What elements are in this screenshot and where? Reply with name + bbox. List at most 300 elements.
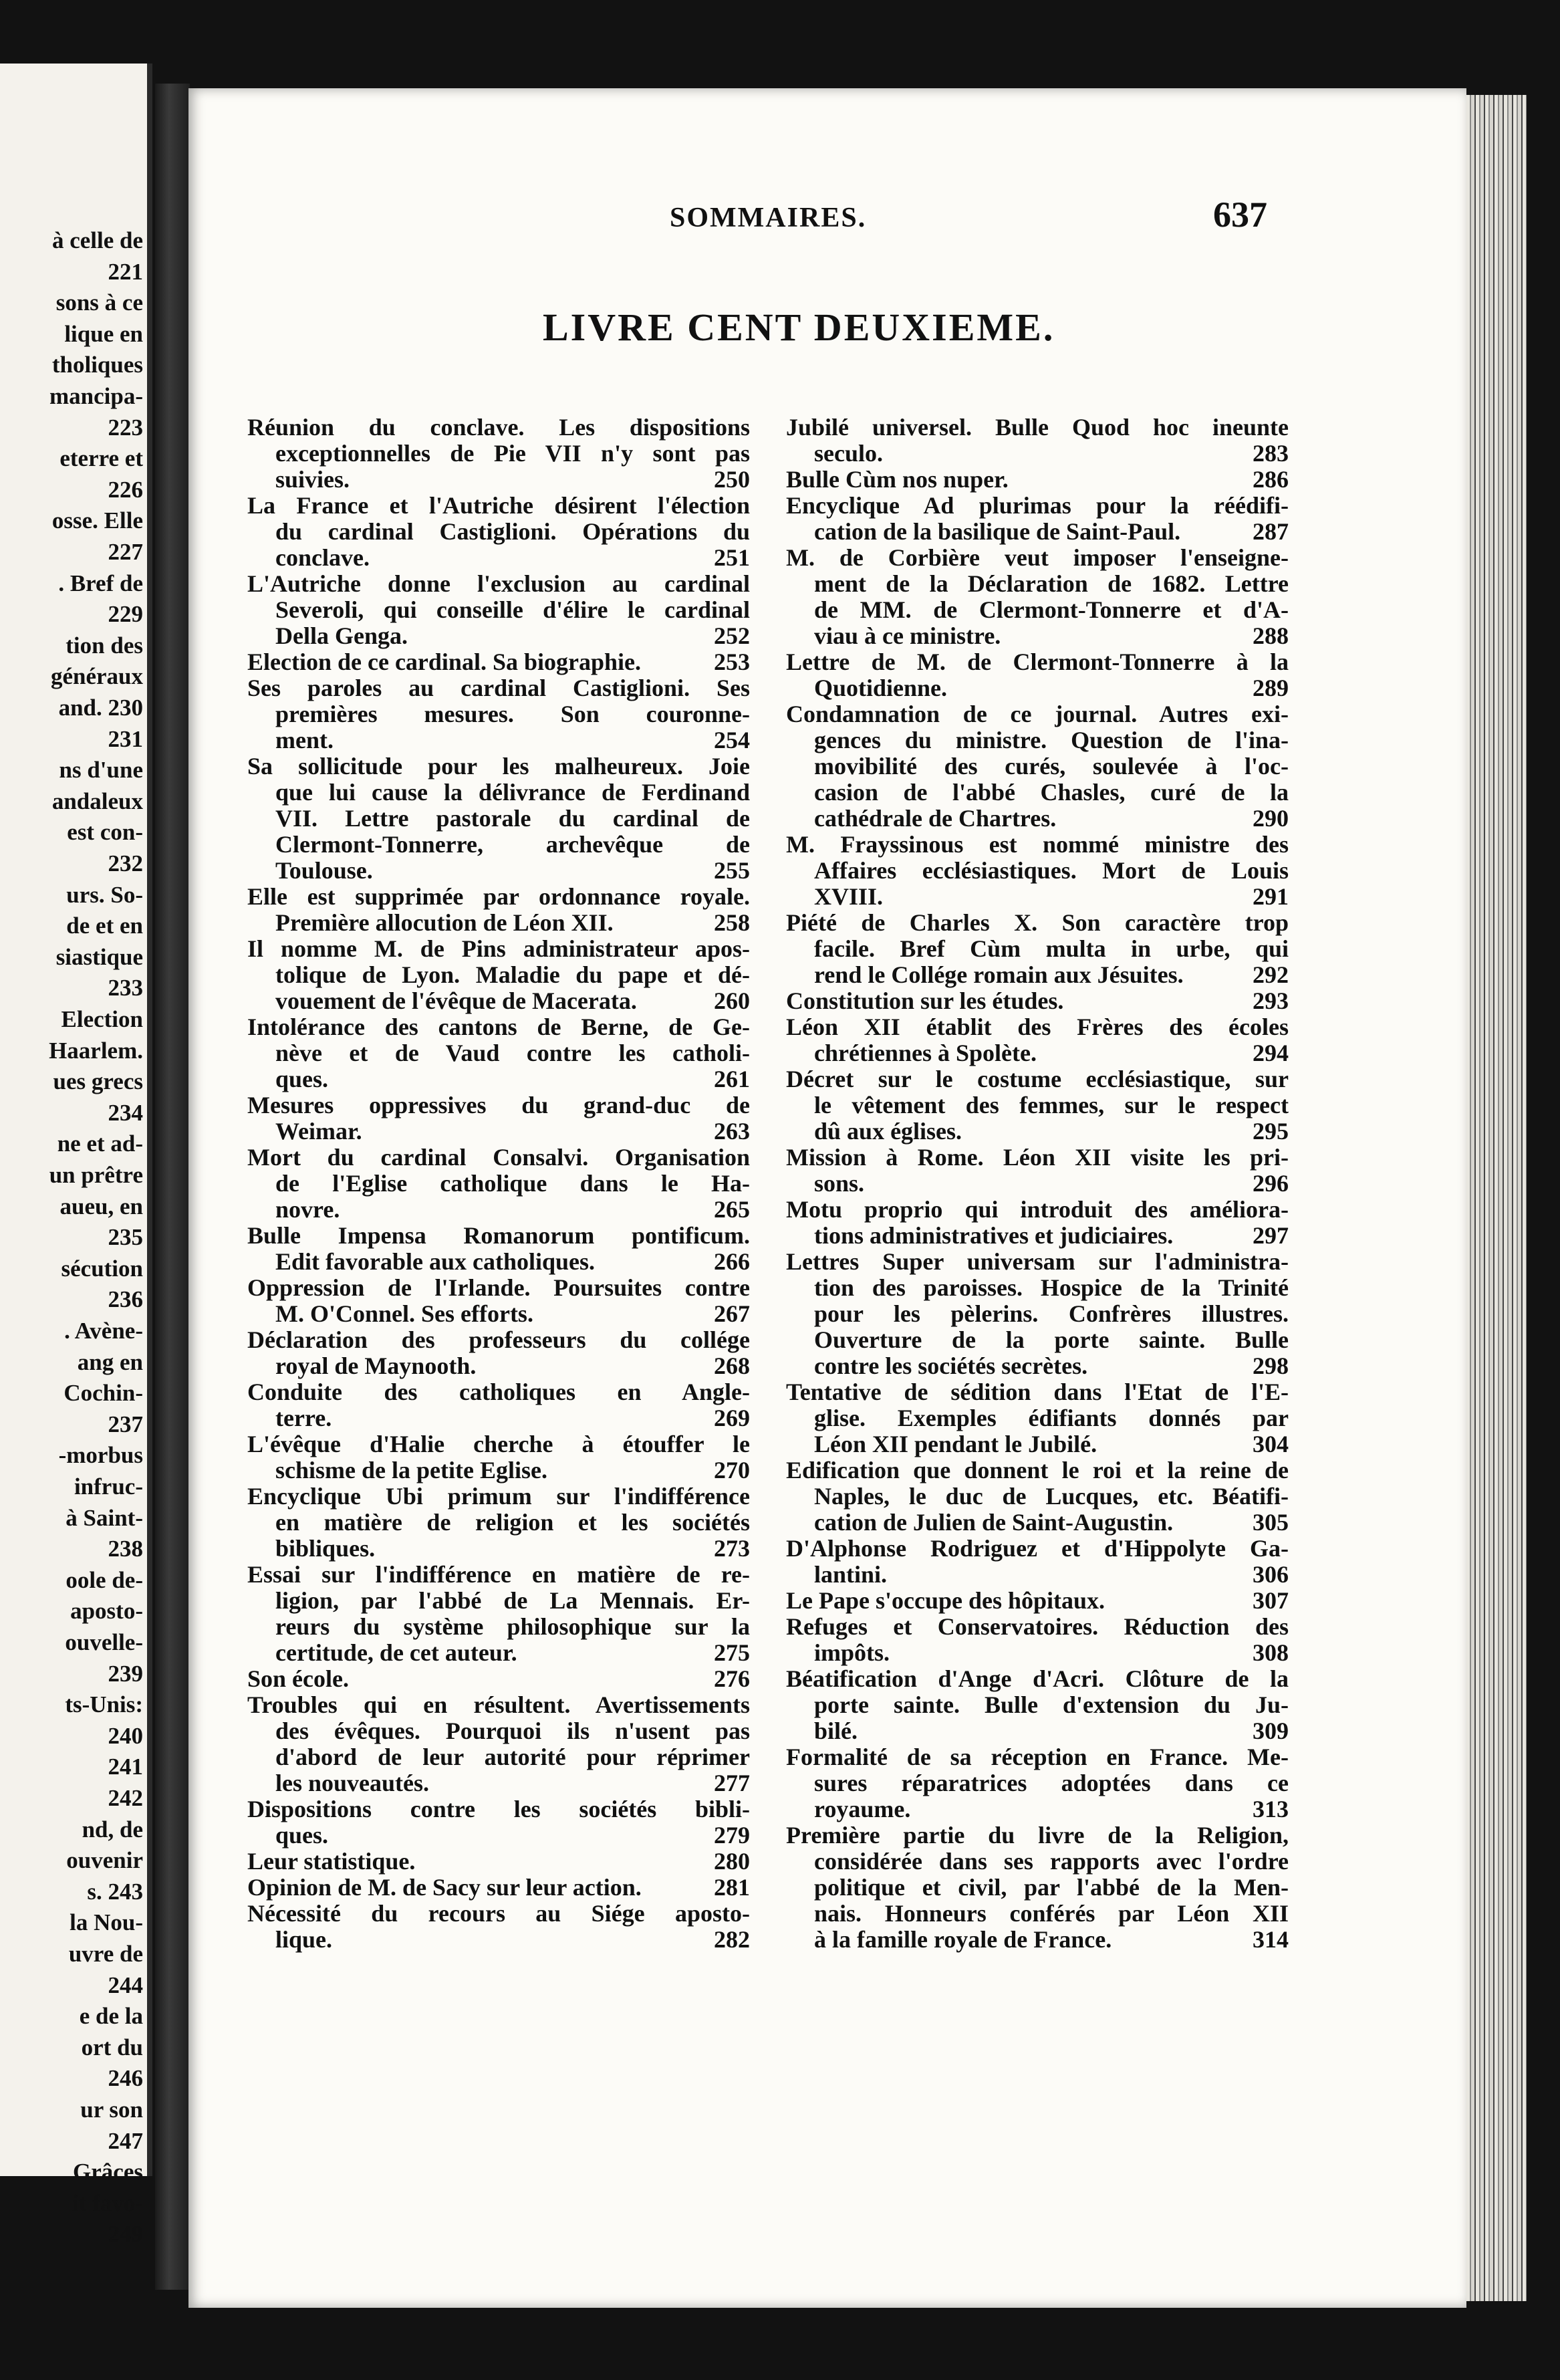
entry-text-line: schisme de la petite Eglise. (275, 1457, 547, 1483)
entry-text-line: Edit favorable aux catholiques. (275, 1248, 596, 1275)
summary-entry (786, 1066, 1289, 1145)
entry-final-line (247, 467, 750, 493)
entry-final-line (786, 1353, 1289, 1379)
entry-final-line (786, 1118, 1289, 1145)
entry-page-reference: 289 (1253, 675, 1289, 701)
facing-page-text-fragment: 235 (108, 1224, 143, 1251)
entry-final-line (247, 1640, 750, 1666)
entry-page-reference: 305 (1253, 1509, 1289, 1536)
summary-entry (247, 1849, 750, 1875)
entry-text-line: Lettres Super universam sur l'administra- (786, 1248, 1289, 1275)
entry-text-line: Condamnation de ce journal. Autres exi- (786, 701, 1289, 727)
summary-entry (786, 545, 1289, 649)
entry-page-reference: 314 (1253, 1926, 1289, 1953)
entry-text-line: ques. (275, 1822, 329, 1849)
facing-page-text-fragment: 221 (108, 258, 143, 285)
entry-page-reference: 266 (714, 1248, 750, 1275)
entry-text-line: Première partie du livre de la Religion, (786, 1822, 1289, 1849)
facing-page-text-fragment: 223 (108, 414, 143, 441)
summary-entry (786, 1014, 1289, 1066)
entry-text-line: Opinion de M. de Sacy sur leur action. (247, 1874, 642, 1901)
facing-page-text-fragment: de et en (66, 913, 143, 939)
entry-text-line: Réunion du conclave. Les dispositions (247, 414, 750, 441)
entry-text-line: Léon XII établit des Frères des écoles (786, 1014, 1289, 1040)
summary-column-left (247, 414, 750, 1953)
entry-text-line: premières mesures. Son couronne- (275, 701, 750, 727)
facing-page-text-fragment: oole de- (66, 1566, 143, 1593)
summary-entry (786, 910, 1289, 988)
facing-page-text-fragment: ns d'une (59, 757, 143, 784)
facing-page-text-fragment: la Nou- (70, 1909, 143, 1936)
facing-page-text-fragment: 241 (108, 1754, 143, 1780)
facing-page-text-fragment: . Bref de (58, 570, 143, 596)
entry-text-line: Déclaration des professeurs du collége (247, 1326, 750, 1353)
entry-text-line: Refuges et Conservatoires. Réduction des (786, 1613, 1289, 1640)
facing-page-fragment (0, 64, 152, 2248)
entry-text-line: XVIII. (814, 883, 884, 910)
entry-text-line: Della Genga. (275, 622, 408, 649)
facing-page-text-fragment: ort du (81, 2034, 143, 2060)
facing-page-text-fragment: un prêtre (49, 1162, 143, 1188)
entry-page-reference: 308 (1253, 1639, 1289, 1666)
facing-page-text-fragment: it favo- (72, 2189, 143, 2216)
entry-page-reference: 292 (1253, 961, 1289, 988)
entry-final-line (786, 623, 1289, 649)
entry-page-reference: 279 (714, 1822, 750, 1849)
facing-page-text-fragment: mancipa- (49, 383, 143, 409)
entry-page-reference: 283 (1253, 440, 1289, 467)
entry-text-line: vouement de l'évêque de Macerata. (275, 987, 637, 1014)
entry-text-line: royal de Maynooth. (275, 1352, 477, 1379)
entry-page-reference: 307 (1253, 1587, 1289, 1614)
entry-page-reference: 250 (714, 466, 750, 493)
entry-text-line: chrétiennes à Spolète. (814, 1040, 1037, 1066)
summary-entry (786, 1379, 1289, 1457)
entry-text-line: Severoli, qui conseille d'élire le cardinal (275, 596, 750, 623)
facing-page-text-fragment: eterre et (59, 445, 143, 472)
book-binding (155, 84, 190, 2290)
summary-entry (786, 1457, 1289, 1536)
facing-page-text-fragment: aposto- (70, 1598, 143, 1625)
entry-final-line (247, 1666, 750, 1692)
facing-page-text-fragment: tion des (66, 632, 143, 659)
entry-page-reference: 295 (1253, 1118, 1289, 1145)
entry-text-line: cathédrale de Chartres. (814, 805, 1057, 832)
facing-page-text-fragment: 236 (108, 1286, 143, 1313)
entry-text-line: de l'Eglise catholique dans le Ha- (275, 1170, 750, 1197)
entry-final-line (786, 988, 1289, 1014)
entry-page-reference: 252 (714, 622, 750, 649)
entry-text-line: cation de la basilique de Saint-Paul. (814, 518, 1181, 545)
entry-text-line: Essai sur l'indifférence en matière de re- (247, 1561, 750, 1588)
entry-final-line (247, 1066, 750, 1092)
entry-text-line: bibliques. (275, 1535, 376, 1562)
entry-text-line: impôts. (814, 1639, 890, 1666)
facing-page-text-fragment: 237 (108, 1411, 143, 1437)
facing-page-text-fragment: 242 (108, 1785, 143, 1811)
summary-entry (786, 1614, 1289, 1666)
entry-text-line: Mesures oppressives du grand-duc de (247, 1092, 750, 1118)
facing-page-text-fragment: 240 (108, 1722, 143, 1749)
entry-text-line: Clermont-Tonnerre, archevêque de (275, 831, 750, 858)
entry-text-line: Encyclique Ad plurimas pour la réédifi- (786, 492, 1289, 519)
entry-text-line: porte sainte. Bulle d'extension du Ju- (814, 1691, 1289, 1718)
entry-final-line (786, 441, 1289, 467)
facing-page-text-fragment: à Saint- (66, 1504, 143, 1531)
summary-entry (786, 1822, 1289, 1953)
entry-text-line: Naples, le duc de Lucques, etc. Béatifi- (814, 1483, 1289, 1510)
entry-page-reference: 270 (714, 1457, 750, 1483)
entry-text-line: Encyclique Ubi primum sur l'indifférence (247, 1483, 750, 1510)
summary-entry (247, 1431, 750, 1483)
entry-text-line: Formalité de sa réception en France. Me- (786, 1744, 1289, 1770)
summary-entry (786, 1145, 1289, 1197)
facing-page-text-fragment: est con- (67, 819, 143, 846)
entry-text-line: M. O'Connel. Ses efforts. (275, 1300, 533, 1327)
summary-entry (247, 753, 750, 884)
summary-column-right (786, 414, 1289, 1953)
entry-text-line: Elle est supprimée par ordonnance royale. (247, 883, 750, 910)
summary-entry (247, 1092, 750, 1145)
facing-page-text-fragment: andaleux (51, 788, 143, 814)
summary-entry (786, 988, 1289, 1014)
entry-final-line (786, 962, 1289, 988)
entry-text-line: Le Pape s'occupe des hôpitaux. (786, 1587, 1106, 1614)
facing-page-text-fragment: s. 243 (87, 1878, 143, 1905)
entry-page-reference: 293 (1253, 987, 1289, 1014)
entry-final-line (247, 727, 750, 753)
entry-page-reference: 267 (714, 1300, 750, 1327)
summary-entry (247, 1223, 750, 1275)
entry-final-line (247, 649, 750, 675)
entry-text-line: que lui cause la délivrance de Ferdinand (275, 779, 750, 806)
entry-final-line (247, 623, 750, 649)
entry-page-reference: 258 (714, 909, 750, 936)
facing-page-text-fragment: urs. So- (66, 881, 143, 908)
entry-final-line (786, 675, 1289, 701)
entry-page-reference: 269 (714, 1405, 750, 1431)
entry-page-reference: 251 (714, 544, 750, 571)
entry-text-line: Bulle Cùm nos nuper. (786, 466, 1009, 493)
facing-page-text-fragment: lique en (64, 320, 143, 347)
book-title: LIVRE CENT DEUXIEME. (543, 306, 1055, 349)
entry-page-reference: 255 (714, 857, 750, 884)
entry-final-line (786, 1431, 1289, 1457)
entry-page-reference: 286 (1253, 466, 1289, 493)
entry-text-line: sons. (814, 1170, 865, 1197)
entry-text-line: dû aux églises. (814, 1118, 962, 1145)
facing-page-text-fragment: sécution (61, 1255, 143, 1282)
facing-page-text-fragment: ues grecs (53, 1068, 143, 1095)
entry-text-line: facile. Bref Cùm multa in urbe, qui (814, 935, 1289, 962)
entry-page-reference: 304 (1253, 1431, 1289, 1457)
facing-page-text-fragment: and. 230 (58, 695, 143, 721)
summary-entry (247, 1901, 750, 1953)
entry-text-line: Décret sur le costume ecclésiastique, sur (786, 1066, 1289, 1092)
facing-page-text-fragment: 233 (108, 975, 143, 1001)
entry-text-line: le vêtement des femmes, sur le respect (814, 1092, 1289, 1118)
facing-page-text-fragment: 247 (108, 2127, 143, 2154)
summary-entry (247, 1014, 750, 1092)
facing-page-text-fragment: ne et ad- (57, 1130, 143, 1157)
entry-page-reference: 309 (1253, 1717, 1289, 1744)
running-head: SOMMAIRES. (670, 203, 867, 233)
entry-text-line: politique et civil, par l'abbé de la Men- (814, 1874, 1289, 1901)
facing-page-text-fragment: 249 (108, 2221, 143, 2248)
entry-final-line (786, 1171, 1289, 1197)
entry-text-line: seculo. (814, 440, 883, 467)
entry-final-line (247, 1197, 750, 1223)
facing-page-text-fragment: infruc- (74, 1473, 143, 1500)
entry-text-line: tion des paroisses. Hospice de la Trinité (814, 1274, 1289, 1301)
summary-entry (247, 571, 750, 649)
facing-page-text-fragment: Election (61, 1006, 143, 1032)
facing-page-text-fragment: 232 (108, 850, 143, 876)
facing-page-text-fragment: 234 (108, 1099, 143, 1126)
entry-page-reference: 254 (714, 727, 750, 753)
summary-entry (247, 493, 750, 571)
facing-page-text-fragment: à celle de (51, 227, 143, 253)
facing-page-text-fragment: tholiques (51, 352, 143, 378)
entry-text-line: Tentative de sédition dans l'Etat de l'E- (786, 1379, 1289, 1405)
entry-text-line: Affaires ecclésiastiques. Mort de Louis (814, 857, 1289, 884)
entry-page-reference: 253 (714, 648, 750, 675)
entry-text-line: de MM. de Clermont-Tonnerre et d'A- (814, 596, 1289, 623)
entry-final-line (247, 1118, 750, 1145)
entry-text-line: d'abord de leur autorité pour réprimer (275, 1744, 750, 1770)
summary-entry (786, 1666, 1289, 1744)
summary-entry (247, 1796, 750, 1849)
summary-entry (247, 1692, 750, 1796)
entry-text-line: Ouverture de la porte sainte. Bulle (814, 1326, 1289, 1353)
entry-text-line: nais. Honneurs conférés par Léon XII (814, 1900, 1289, 1927)
entry-text-line: tions administratives et judiciaires. (814, 1222, 1174, 1249)
facing-page-text-fragment: aueu, en (59, 1193, 143, 1219)
entry-text-line: certitude, de cet auteur. (275, 1639, 517, 1666)
summary-entry (786, 649, 1289, 701)
entry-text-line: Jubilé universel. Bulle Quod hoc ineunte (786, 414, 1289, 441)
facing-page-text-fragment: Haarlem. (49, 1037, 143, 1064)
facing-page-text-fragment: ur son (80, 2097, 143, 2123)
entry-final-line (786, 467, 1289, 493)
entry-text-line: novre. (275, 1196, 340, 1223)
entry-text-line: du cardinal Castiglioni. Opérations du (275, 518, 750, 545)
facing-page-text-fragment: sons à ce (55, 289, 143, 316)
entry-page-reference: 287 (1253, 518, 1289, 545)
entry-page-reference: 261 (714, 1066, 750, 1092)
summary-entry (786, 701, 1289, 832)
summary-entry (247, 1562, 750, 1666)
entry-text-line: les nouveautés. (275, 1770, 430, 1796)
entry-text-line: Léon XII pendant le Jubilé. (814, 1431, 1097, 1457)
entry-text-line: casion de l'abbé Chasles, curé de la (814, 779, 1289, 806)
entry-text-line: gences du ministre. Question de l'ina- (814, 727, 1289, 753)
entry-final-line (786, 806, 1289, 832)
summary-entry (247, 936, 750, 1014)
facing-page-text-fragment: siastique (55, 943, 143, 970)
summary-entry (247, 1666, 750, 1692)
facing-page-text-fragment: uvre de (68, 1941, 143, 1967)
entry-text-line: bilé. (814, 1717, 858, 1744)
entry-final-line (247, 545, 750, 571)
entry-text-line: Lettre de M. de Clermont-Tonnerre à la (786, 648, 1289, 675)
entry-final-line (786, 1510, 1289, 1536)
entry-page-reference: 263 (714, 1118, 750, 1145)
entry-text-line: suivies. (275, 466, 350, 493)
entry-text-line: tolique de Lyon. Maladie du pape et dé- (275, 961, 750, 988)
page-edges (1466, 95, 1527, 2301)
entry-page-reference: 260 (714, 987, 750, 1014)
entry-page-reference: 277 (714, 1770, 750, 1796)
entry-final-line (247, 1405, 750, 1431)
entry-final-line (786, 519, 1289, 545)
facing-page-text-fragment: -morbus (58, 1442, 143, 1469)
summary-entry (247, 414, 750, 493)
summary-entry (247, 1483, 750, 1562)
facing-page-text-fragment: osse. Elle (51, 507, 143, 534)
summary-entry (247, 1379, 750, 1431)
entry-text-line: M. Frayssinous est nommé ministre des (786, 831, 1289, 858)
entry-page-reference: 290 (1253, 805, 1289, 832)
entry-final-line (786, 1796, 1289, 1822)
summary-entry (786, 1197, 1289, 1249)
entry-text-line: L'évêque d'Halie cherche à étouffer le (247, 1431, 750, 1457)
entry-text-line: Nécessité du recours au Siége aposto- (247, 1900, 750, 1927)
entry-text-line: movibilité des curés, soulevée à l'oc- (814, 753, 1289, 780)
page-number: 637 (1213, 195, 1267, 235)
entry-text-line: Piété de Charles X. Son caractère trop (786, 909, 1289, 936)
entry-text-line: ment. (275, 727, 334, 753)
entry-final-line (247, 910, 750, 936)
facing-page-text-fragment: 226 (108, 476, 143, 503)
entry-page-reference: 296 (1253, 1170, 1289, 1197)
entry-text-line: Il nomme M. de Pins administrateur apos- (247, 935, 750, 962)
entry-text-line: Leur statistique. (247, 1848, 416, 1875)
entry-text-line: Oppression de l'Irlande. Poursuites contre (247, 1274, 750, 1301)
entry-text-line: Constitution sur les études. (786, 987, 1064, 1014)
facing-page-text-fragment: 231 (108, 725, 143, 752)
entry-final-line (786, 1640, 1289, 1666)
entry-text-line: pour les pèlerins. Confrères illustres. (814, 1300, 1289, 1327)
entry-text-line: Motu proprio qui introduit des améliora- (786, 1196, 1289, 1223)
entry-final-line (247, 988, 750, 1014)
entry-page-reference: 291 (1253, 883, 1289, 910)
facing-page-text-fragment: ouvenir (66, 1847, 143, 1874)
entry-page-reference: 297 (1253, 1222, 1289, 1249)
entry-final-line (247, 1301, 750, 1327)
entry-final-line (247, 1536, 750, 1562)
entry-text-line: nève et de Vaud contre les catholi- (275, 1040, 750, 1066)
entry-text-line: à la famille royale de France. (814, 1926, 1112, 1953)
entry-final-line (247, 1849, 750, 1875)
entry-text-line: La France et l'Autriche désirent l'élection (247, 492, 750, 519)
entry-text-line: lique. (275, 1926, 333, 1953)
entry-page-reference: 313 (1253, 1796, 1289, 1822)
entry-text-line: viau à ce ministre. (814, 622, 1001, 649)
entry-text-line: reurs du système philosophique sur la (275, 1613, 750, 1640)
entry-final-line (247, 1249, 750, 1275)
entry-page-reference: 294 (1253, 1040, 1289, 1066)
facing-page-text-fragment: Cochin- (63, 1380, 143, 1407)
entry-text-line: Conduite des catholiques en Angle- (247, 1379, 750, 1405)
summary-entry (786, 467, 1289, 493)
entry-final-line (247, 1353, 750, 1379)
entry-page-reference: 265 (714, 1196, 750, 1223)
entry-text-line: ment de la Déclaration de 1682. Lettre (814, 570, 1289, 597)
entry-final-line (247, 858, 750, 884)
entry-final-line (247, 1927, 750, 1953)
summary-entry (247, 1145, 750, 1223)
entry-text-line: glise. Exemples édifiants donnés par (814, 1405, 1289, 1431)
entry-final-line (786, 1588, 1289, 1614)
entry-text-line: Ses paroles au cardinal Castiglioni. Ses (247, 675, 750, 701)
entry-final-line (247, 1822, 750, 1849)
entry-text-line: des évêques. Pourquoi ils n'usent pas (275, 1717, 750, 1744)
facing-page-text-fragment: généraux (50, 663, 143, 690)
entry-text-line: Première allocution de Léon XII. (275, 909, 614, 936)
entry-text-line: Weimar. (275, 1118, 362, 1145)
facing-page-text-fragment: ts-Unis: (65, 1691, 143, 1718)
entry-text-line: Bulle Impensa Romanorum pontificum. (247, 1222, 750, 1249)
entry-text-line: ques. (275, 1066, 329, 1092)
facing-page-text-fragment: 244 (108, 1972, 143, 1998)
entry-text-line: exceptionnelles de Pie VII n'y sont pas (275, 440, 750, 467)
summary-entry (786, 1744, 1289, 1822)
entry-text-line: D'Alphonse Rodriguez et d'Hippolyte Ga- (786, 1535, 1289, 1562)
summary-entry (247, 884, 750, 936)
entry-text-line: ligion, par l'abbé de La Mennais. Er- (275, 1587, 750, 1614)
entry-final-line (247, 1770, 750, 1796)
summary-entry (786, 414, 1289, 467)
entry-text-line: Mission à Rome. Léon XII visite les pri- (786, 1144, 1289, 1171)
entry-page-reference: 268 (714, 1352, 750, 1379)
facing-page-text-fragment: Grâces (73, 2159, 143, 2185)
facing-page-text-fragment: 246 (108, 2065, 143, 2092)
summary-entry (786, 1588, 1289, 1614)
entry-page-reference: 273 (714, 1535, 750, 1562)
entry-text-line: VII. Lettre pastorale du cardinal de (275, 805, 750, 832)
facing-page-text-fragment: . Avène- (64, 1318, 143, 1344)
facing-page-text-fragment: ang en (77, 1348, 143, 1375)
entry-page-reference: 298 (1253, 1352, 1289, 1379)
entry-page-reference: 276 (714, 1665, 750, 1692)
entry-text-line: contre les sociétés secrètes. (814, 1352, 1088, 1379)
facing-page-text-fragment: 239 (108, 1660, 143, 1687)
facing-page-text-fragment: ouvelle- (65, 1629, 143, 1655)
entry-text-line: sures réparatrices adoptées dans ce (814, 1770, 1289, 1796)
facing-page-text-fragment: 227 (108, 539, 143, 565)
entry-text-line: Troubles qui en résultent. Avertissements (247, 1691, 750, 1718)
summary-entry (247, 649, 750, 675)
entry-text-line: rend le Collége romain aux Jésuites. (814, 961, 1184, 988)
summary-entry (786, 1249, 1289, 1379)
entry-text-line: Son école. (247, 1665, 349, 1692)
facing-page-text-fragment: 229 (108, 601, 143, 628)
entry-text-line: royaume. (814, 1796, 911, 1822)
entry-final-line (786, 1562, 1289, 1588)
entry-page-reference: 280 (714, 1848, 750, 1875)
entry-text-line: lantini. (814, 1561, 888, 1588)
entry-text-line: M. de Corbière veut imposer l'enseigne- (786, 544, 1289, 571)
entry-text-line: Intolérance des cantons de Berne, de Ge- (247, 1014, 750, 1040)
entry-page-reference: 288 (1253, 622, 1289, 649)
summary-entry (786, 832, 1289, 910)
entry-final-line (247, 1457, 750, 1483)
entry-page-reference: 306 (1253, 1561, 1289, 1588)
facing-page-text-fragment: nd, de (82, 1816, 143, 1842)
facing-page-text-fragment: 238 (108, 1536, 143, 1562)
entry-text-line: Edification que donnent le roi et la reine de (786, 1457, 1289, 1483)
